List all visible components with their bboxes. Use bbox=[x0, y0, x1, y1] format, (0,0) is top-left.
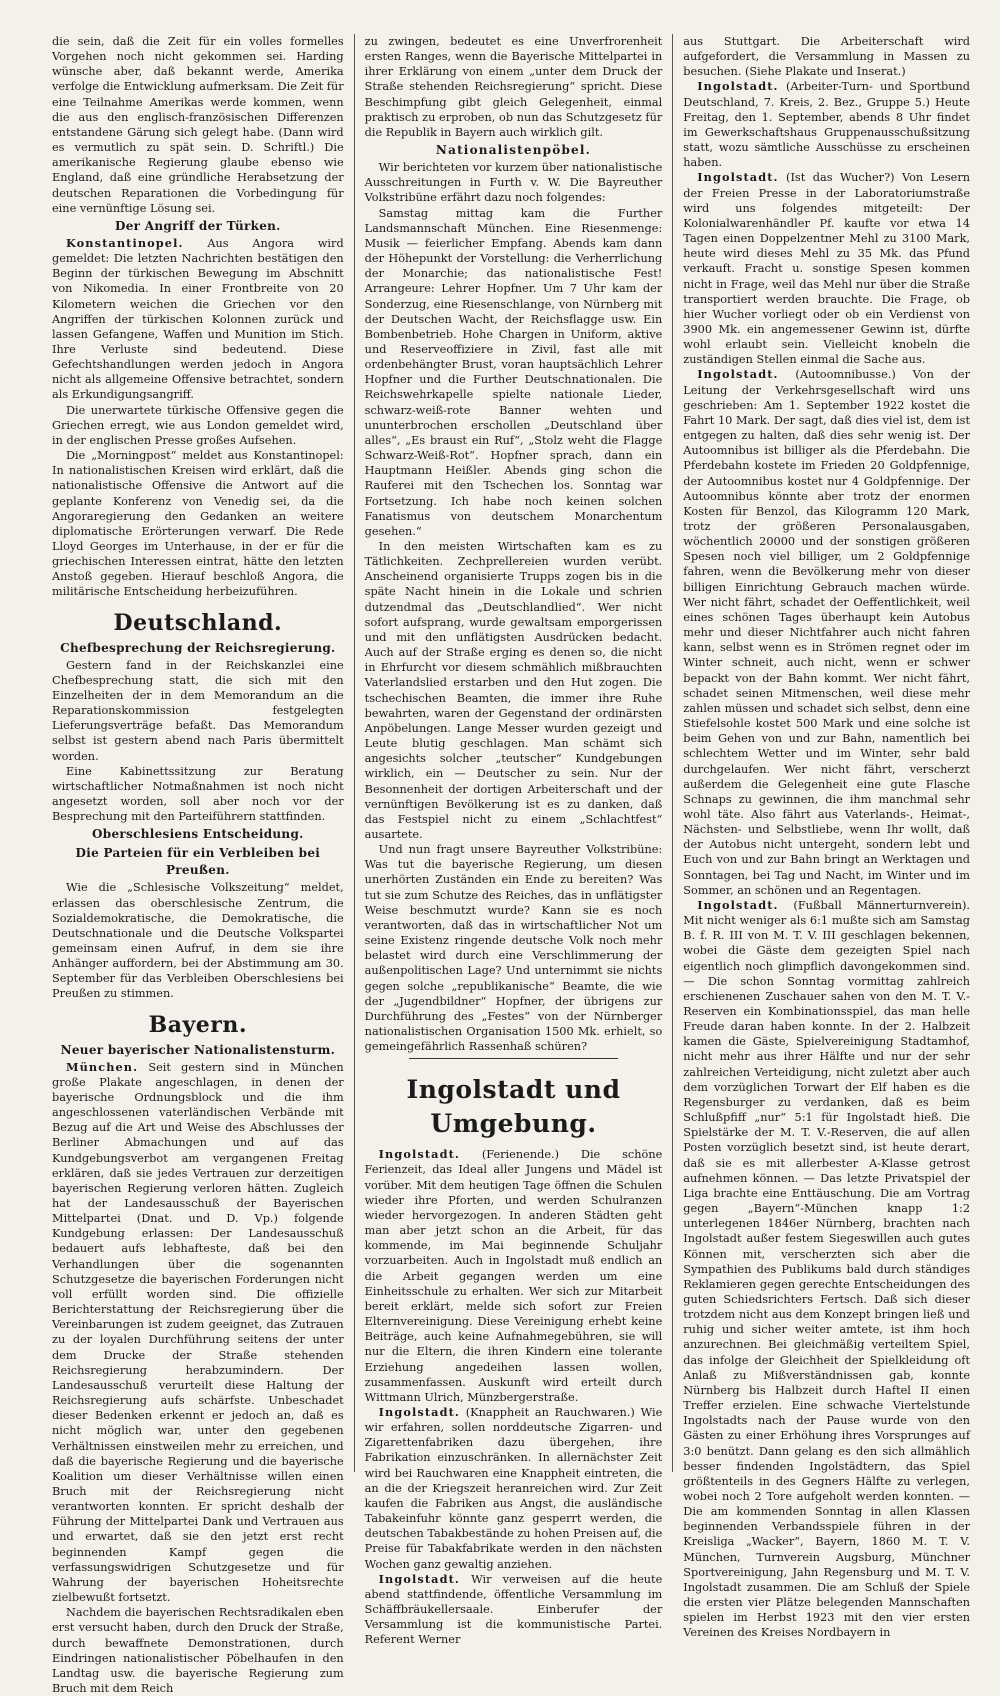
article-paragraph: Nachdem die bayerischen Rechtsradikalen eben erst versucht haben, durch den Druck der Straße, durch bewaffnete Demonstrationen, durch Eindringen nationalistischer Pöbelhaufen in den Landtag usw. die bayerische Regierung zum Bruch mit dem Reich bbox=[52, 1606, 344, 1695]
article-text: (Ist das Wucher?) Von Lesern der Freien Presse in der Laboratoriumstraße wird uns folgendes mitgeteilt: Der Kolonialwarenhändler Pf. kaufte vor etwa 14 Tagen einen Doppelzentner Mehl zu 3100 Mark, heute wird dieses Mehl zu 35 Mk. das Pfund verkauft. Fracht u. sonstige Spesen kommen nicht in Frage, weil das Mehl nur über die Straße transportiert werden brauchte. Die Frage, ob hier Wucher vorliegt oder ob ein Verdienst von 3900 Mk. ein angemessener Gewinn ist, dürfte wohl erlaubt sein. Vielleicht knobeln die zuständigen Stellen einmal die Sache aus. bbox=[683, 171, 971, 367]
article-text: Aus Angora wird gemeldet: Die letzten Nachrichten bestätigen den Beginn der türkischen Bewegung im Abschnitt von Nikomedia. In einer Frontbreite von 20 Kilometern weichen die Griechen vor den Angriffen der türkischen Kolonnen zurück und lassen Gefangene, Waffen und Munition im Stich. Ihre Verluste sind bedeutend. Diese Gefechtshandlungen werden jedoch in Angora nicht als allgemeine Offensive betrachtet, sondern als Erkundigungsangriff. bbox=[52, 236, 344, 402]
column-left bbox=[52, 34, 355, 1695]
divider bbox=[409, 1058, 617, 1059]
dateline: Ingolstadt. bbox=[697, 367, 779, 382]
column-middle bbox=[355, 34, 674, 1647]
dateline: Ingolstadt. bbox=[697, 170, 779, 185]
article-paragraph bbox=[365, 1572, 663, 1648]
dateline: München. bbox=[66, 1059, 139, 1074]
article-paragraph bbox=[683, 170, 970, 367]
article-headline: Der Angriff der Türken. bbox=[114, 218, 281, 233]
article-text: Seit gestern sind in München große Plakate angeschlagen, in denen der bayerische Ordnungsblock und die ihm angeschlossenen vaterländischen Verbände mit Bezug auf die Art und Weise des Abschlusses der Berliner Abmachungen und auf das Kundgebungsverbot am vergangenen Freitag erklären, daß sie jedes Vertrauen zur derzeitigen bayerischen Regierung verloren hätten. Zugleich hat der Landesausschuß der Bayerischen Mittelpartei (Dnat. und D. Vp.) folgende Kundgebung erlassen: Der Landesausschuß bedauert aufs lebhafteste, daß bei den Verhandlungen über die sogenannten Schutzgesetze die bayerischen Forderungen nicht voll erfüllt worden sind. Die offizielle Berichterstattung der Reichsregierung über die Vereinbarungen ist zudem geeignet, das Zutrauen zu der loyalen Durchführung seitens der unter dem Drucke der Straße stehenden Reichsregierung herabzumindern. Der Landesausschuß verurteilt diese Haltung der Reichsregierung aufs schärfste. Unbeschadet dieser Bedenken erkennt er jedoch an, daß es nicht möglich war, unter den gegebenen Verhältnissen einstweilen mehr zu erreichen, und daß die bayerische Regierung und die bayerische Koalition um dieser Verhältnisse willen einen Bruch mit der Reichsregierung nicht verantworten konnten. Er spricht deshalb der Führung der Mittelpartei Dank und Vertrauen aus und erwartet, daß sie den jetzt erst recht beginnenden Kampf gegen die verfassungswidrigen Schutzgesetze und für Wahrung der bayerischen Hoheitsrechte zielbewußt fortsetzt. bbox=[52, 1060, 344, 1605]
article-paragraph bbox=[52, 1060, 344, 1606]
article-text: (Arbeiter-Turn- und Sportbund Deutschland, 7. Kreis, 2. Bez., Gruppe 5.) Heute Freitag, den 1. September, abends 8 Uhr findet im Gewerkschaftshaus Gruppenausschußsitzung statt, wozu sämtliche Ausschüsse zu erscheinen haben. bbox=[683, 80, 971, 170]
article-paragraph bbox=[52, 236, 344, 403]
article-paragraph: zu zwingen, bedeutet es eine Unverfrorenheit ersten Ranges, wenn die Bayerische Mittelpartei in ihrer Erklärung von einem „unter dem Druck der Straße stehenden Reichsregierung“ spricht. Diese Beschimpfung gibt gleich Gelegenheit, einmal praktisch zu erproben, ob nun das Schutzgesetz für die Republik in Bayern auch wirklich gilt. bbox=[364, 35, 663, 139]
article-text: Wir verweisen auf die heute abend stattfindende, öffentliche Versammlung im Schäffbräukellersaale. Einberufer der Versammlung ist die kommunistische Partei. Referent Werner bbox=[364, 1572, 663, 1647]
article-paragraph bbox=[683, 367, 970, 897]
dateline: Ingolstadt. bbox=[378, 1571, 460, 1586]
article-subheadline: Die Parteien für ein Verbleiben bei Preußen. bbox=[75, 846, 321, 878]
article-paragraph bbox=[365, 1405, 663, 1572]
dateline: Ingolstadt. bbox=[378, 1147, 460, 1162]
article-paragraph: die sein, daß die Zeit für ein volles formelles Vorgehen noch nicht gekommen sei. Harding wünsche aber, daß bekannt werde, Amerika verfolge die Entwicklung aufmerksam. Die Zeit für eine Teilnahme Amerikas werde kommen, wenn die aus den englisch-französischen Differenzen entstandene Gärung sich gelegt habe. (Dann wird es vermutlich zu spät sein. D. Schriftl.) Die amerikanische Regierung glaube ebenso wie England, daß eine gründliche Herabsetzung der deutschen Reparationen die Vorbedingung für eine vernünftige Lösung sei. bbox=[52, 35, 344, 215]
article-paragraph: Die „Morningpost“ meldet aus Konstantinopel: In nationalistischen Kreisen wird erklärt, daß die nationalistische Offensive die Antwort auf die geplante Konferenz von Venedig sei, da die Angoraregierung den Gedanken an weitere diplomatische Erörterungen verwarf. Die Rede Lloyd Georges im Unterhause, in der er für die griechischen Interessen eintrat, hätte den letzten Anstoß gegeben. Hierauf beschloß Angora, die militärische Entscheidung herbeizuführen. bbox=[52, 449, 344, 599]
dateline: Ingolstadt. bbox=[378, 1404, 460, 1419]
article-paragraph bbox=[683, 79, 970, 170]
dateline: Ingolstadt. bbox=[697, 79, 779, 94]
dateline: Konstantinopel. bbox=[66, 235, 184, 250]
article-text: (Autoomnibusse.) Von der Leitung der Verkehrsgesellschaft wird uns geschrieben: Am 1. September 1922 kostet die Fahrt 10 Mark. Der sagt, daß dies viel ist, dem ist entgegen zu halten, daß dies sehr wenig ist. Der Autoomnibus ist billiger als die Pferdebahn. Die Pferdebahn kostete im Frieden 20 Goldpfennige, der Autoomnibus kostet nur 4 Goldpfennige. Der Autoomnibus könnte aber trotz der enormen Kosten für Benzol, das Kilogramm 120 Mark, trotz der größeren Personalausgaben, wöchentlich 20000 und der sonstigen größeren Spesen noch viel billiger, um 2 Goldpfennige fahren, wenn die Bevölkerung mehr von dieser billigen Einrichtung Gebrauch machen würde. Wer nicht fährt, schadet der Oeffentlichkeit, weil eines schönen Tages überhaupt kein Autobus mehr und dieser Nichtfahrer auch nicht fahren kann, selbst wenn es in Strömen regnet oder im Winter schneit, auch nicht, wenn er schwer bepackt von der Bahn kommt. Wer nicht fährt, schadet seinen Mitmenschen, weil diese mehr zahlen müssen und schadet sich selbst, denn eine Stiefelsohle kostet 500 Mark und eine solche ist beim Gehen von und zur Bahn, namentlich bei schlechtem Wetter und im Winter, sehr bald durchgelaufen. Wer nicht fährt, verscherzt außerdem die Gelegenheit eine gute Flasche Schnaps zu gewinnen, die ihm manchmal sehr wohl täte. Also fährt aus Vaterlands-, Heimat-, Nächsten- und Selbstliebe, wenn Ihr wollt, daß der Autobus nicht untergeht, sondern lebt und Euch von und zur Bahn bringt an Werktagen und Sonntagen, bei Tag und Nacht, im Winter und im Sommer, an schönen und an Regentagen. bbox=[683, 368, 971, 897]
article-paragraph: Die unerwartete türkische Offensive gegen die Griechen erregt, wie aus London gemeldet wird, in der englischen Presse großes Aufsehen. bbox=[52, 403, 344, 447]
article-paragraph: Samstag mittag kam die Further Landsmannschaft München. Eine Riesenmenge: Musik — feierlicher Empfang. Abends kam dann der Höhepunkt der Vorstellung: die Verherrlichung der Monarchie; das nationalistische Fest! Arrangeure: Lehrer Hopfner. Um 7 Uhr kam der Sonderzug, eine Riesenschlange, von Nürnberg mit der Deutschen Wacht, der Reichsflagge usw. Ein Bombenbetrieb. Hohe Chargen in Uniform, aktive und Reserveoffiziere in Zivil, fast alle mit ordenbehängter Brust, voran hauptsächlich Lehrer Hopfner und die Further Deutschnationalen. Die Reichswehrkapelle spielte nationale Lieder, schwarz-weiß-rote Banner wehten und ununterbrochen erschollen „Deutschland über alles“, „Es braust ein Ruf“, „Stolz weht die Flagge Schwarz-Weiß-Rot“. Hopfner sprach, dann ein Hauptmann Heißler. Abends ging schon die Rauferei mit den Tschechen los. Sonntag war Fortsetzung. Ich habe noch keinen solchen Fanatismus von deutschem Monarchentum gesehen.“ bbox=[364, 206, 663, 538]
article-paragraph bbox=[683, 898, 970, 1641]
article-headline: Oberschlesiens Entscheidung. bbox=[92, 827, 304, 842]
article-paragraph: Und nun fragt unsere Bayreuther Volkstribüne: Was tut die bayerische Regierung, um diesen unerhörten Zuständen ein Ende zu bereiten? Was tut sie zum Schutze des Reiches, das in unflätigster Weise beschmutzt wurde? Kann sie es noch verantworten, daß das in wirtschaftlicher Not um seine Existenz ringende deutsche Volk noch mehr belastet wird durch eine Verschlimmerung der außenpolitischen Lage? Und unternimmt sie nichts gegen solche „republikanische“ Beamte, die wie der „Jugendbildner“ Hopfner, der übrigens zur Durchführung des „Festes“ von der Nürnberger nationalistischen Organisation 1500 Mk. erhielt, so gemeingefährlich Rassenhaß schüren? bbox=[364, 843, 663, 1054]
section-title-deutschland: Deutschland. bbox=[113, 609, 283, 636]
article-text: (Knappheit an Rauchwaren.) Wie wir erfahren, sollen norddeutsche Zigarren- und Zigarettenfabriken dazu übergehen, ihre Fabrikation einzuschränken. In allernächster Zeit wird bei Rauchwaren eine Knappheit eintreten, die an die der Kriegszeit heranreichen wird. Zur Zeit kaufen die Fabriken aus Angst, die ausländische Tabakeinfuhr könnte ganz gesperrt werden, die deutschen Tabakbestände zu hohen Preisen auf, die Preise für Tabakfabrikate werden in den nächsten Wochen ganz gewaltig anziehen. bbox=[364, 1405, 663, 1571]
article-headline: Nationalistenpöbel. bbox=[435, 143, 592, 158]
dateline: Ingolstadt. bbox=[697, 897, 779, 912]
article-paragraph bbox=[365, 1147, 663, 1405]
article-text: (Fußball Männerturnverein). Mit nicht weniger als 6:1 mußte sich am Samstag B. f. R. III von M. T. V. III geschlagen bekennen, wobei die Gäste dem gezeigten Spiel nach eigentlich noch glimpflich davongekommen sind. — Die schon Sonntag vormittag zahlreich erschienenen Zuschauer sahen von den M. T. V.-Reserven ein Kombinationsspiel, das man helle Freude daran haben konnte. In der 2. Halbzeit kamen die Gäste, Spielvereinigung Stadtamhof, nicht mehr aus ihrer Hälfte und nur der sehr zahlreichen Verteidigung, nicht zuletzt aber auch dem vorzüglichen Torwart der Elf haben es die Regensburger zu verdanken, daß es beim Schlußpfiff „nur“ 5:1 für Ingolstadt hieß. Die Spielstärke der M. T. V.-Reserven, die auf allen Posten vorzüglich besetzt sind, ist heute derart, daß sie es mit allerbester A-Klasse getrost aufnehmen können. — Das letzte Privatspiel der Liga brachte eine Enttäuschung. Die am Vortrag gegen „Bayern“-München knapp 1:2 unterlegenen 1846er Nürnberg, brachten nach Ingolstadt außer festem Siegeswillen auch gutes Können mit, verscherzten sich aber die Sympathien des Publikums bald durch ständiges Reklamieren gegen gerechte Entscheidungen des guten Schiedsrichters Fertsch. Daß sich dieser trotzdem nicht aus dem Konzept bringen ließ und ruhig und sicher weiter amtete, ist ihm hoch anzurechnen. Bei gleichmäßig verteiltem Spiel, das infolge der Gleichheit der Spielkleidung oft Anlaß zu Mißverständnissen gab, konnte Nürnberg bis Halbzeit durch Haftel II einen Treffer erzielen. Eine schwache Viertelstunde Ingolstadts nach der Pause wurde von den Gästen zu einer Erhöhung ihres Vorsprunges auf 3:0 benützt. Dann gelang es den sich allmählich besser findenden Ingolstädtern, das Spiel größtenteils in des Gegners Hälfte zu verlegen, wobei noch 2 Tore aufgeholt werden konnten. — Die am kommenden Sonntag in allen Klassen beginnenden Verbandsspiele führen in der Kreisliga „Wacker“, Bayern, 1860 M. T. V. München, Turnverein Augsburg, Münchner Sportvereinigung, Jahn Regensburg und M. T. V. Ingolstadt zusammen. Die am Schluß der Spiele die ersten vier Plätze belegenden Mannschaften spielen im Herbst 1923 mit den vier ersten Vereinen des Kreises Nordbayern in bbox=[683, 898, 971, 1640]
column-right bbox=[673, 34, 971, 1640]
article-paragraph: Eine Kabinettssitzung zur Beratung wirtschaftlicher Notmaßnahmen ist noch nicht angesetzt worden, soll aber noch vor der Besprechung mit den Parteiführern stattfinden. bbox=[52, 764, 344, 824]
section-title-ingolstadt: Ingolstadt und Umgebung. bbox=[406, 1075, 621, 1139]
article-paragraph: Wir berichteten vor kurzem über nationalistische Ausschreitungen in Furth v. W. Die Bayreuther Volkstribüne erfährt dazu noch folgendes: bbox=[364, 161, 663, 205]
article-headline: Chefbesprechung der Reichsregierung. bbox=[60, 640, 336, 655]
article-paragraph: In den meisten Wirtschaften kam es zu Tätlichkeiten. Zechprellereien wurden verübt. Anscheinend organisierte Trupps zogen bis in die späte Nacht hinein in die Lokale und schrien dutzendmal das „Deutschlandlied“. Wer nicht sofort aufsprang, wurde gewaltsam emporgerissen und mit den unflätigsten Ausdrücken bedacht. Auch auf der Straße erging es denen so, die nicht in Ehrfurcht vor diesem schmählich mißbrauchten Vaterlandslied erstarben und den Hut zogen. Die tschechischen Beamten, die immer ihre Ruhe bewahrten, waren der Gegenstand der ordinärsten Anpöbelungen. Lange Messer wurden gezeigt und Leute blutig geschlagen. Man schämt sich angesichts solcher „teutscher“ Kundgebungen wirklich, ein — Deutscher zu sein. Nur der Besonnenheit der dortigen Arbeiterschaft und der vernünftigen Bevölkerung ist es zu danken, daß das Festspiel nicht zu einem „Schlachtfest“ ausartete. bbox=[364, 540, 663, 841]
article-paragraph: Wie die „Schlesische Volkszeitung“ meldet, erlassen das oberschlesische Zentrum, die Sozialdemokratische, die Demokratische, die Deutschnationale und die Deutsche Volkspartei gemeinsam einen Aufruf, in dem sie ihre Anhänger auffordern, bei der Abstimmung am 30. September für das Verbleiben Oberschlesiens bei Preußen zu stimmen. bbox=[52, 881, 344, 1001]
column-container bbox=[52, 34, 971, 1695]
article-headline: Neuer bayerischer Nationalistensturm. bbox=[60, 1042, 336, 1057]
article-paragraph: aus Stuttgart. Die Arbeiterschaft wird aufgefordert, die Versammlung in Massen zu besuchen. (Siehe Plakate und Inserat.) bbox=[683, 35, 971, 79]
article-paragraph: Gestern fand in der Reichskanzlei eine Chefbesprechung statt, die sich mit den Einzelheiten der in dem Memorandum an die Reparationskommission festgelegten Lieferungsverträge befaßt. Das Memorandum selbst ist gestern abend nach Paris übermittelt worden. bbox=[52, 658, 344, 763]
section-title-bayern: Bayern. bbox=[148, 1011, 248, 1038]
article-text: (Ferienende.) Die schöne Ferienzeit, das Ideal aller Jungens und Mädel ist vorüber. Mit dem heutigen Tage öffnen die Schulen wieder ihre Pforten, und werden Schulranzen wieder hervorgezogen. In anderen Städten geht man aber jetzt schon an die Arbeit, für das kommende, im Mai beginnende Schuljahr vorzuarbeiten. Auch in Ingolstadt muß endlich an die Arbeit gegangen werden um eine Einheitsschule zu erhalten. Wer sich zur Mitarbeit bereit erklärt, melde sich sofort zur Freien Elternvereinigung. Diese Vereinigung erhebt keine Beiträge, auch keine Aufnahmegebühren, sie will nur die Eltern, die ihren Kindern eine tolerante Erziehung angedeihen lassen wollen, zusammenfassen. Auskunft wird erteilt durch Wittmann Ulrich, Münzbergerstraße. bbox=[364, 1148, 663, 1404]
